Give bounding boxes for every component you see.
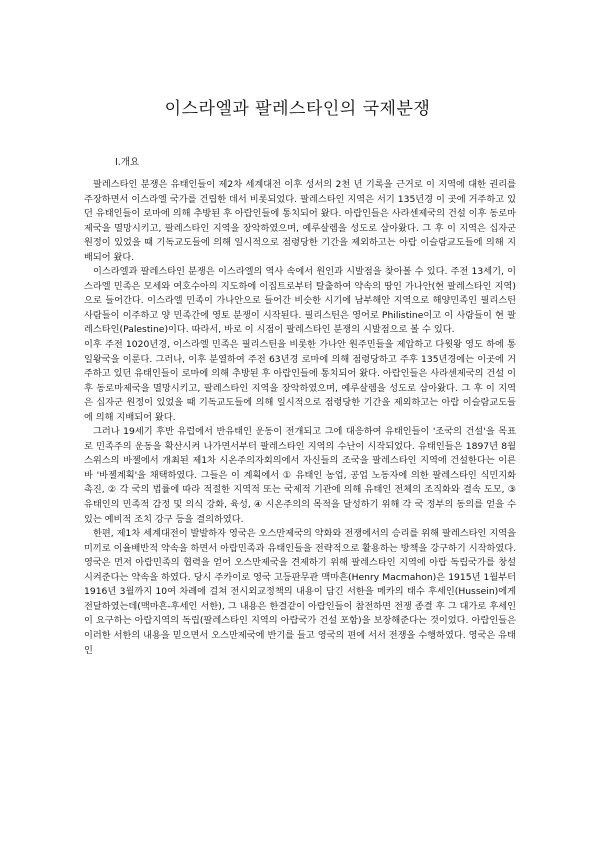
paragraph: 그러나 19세기 후반 유럽에서 반유태인 운동이 전개되고 그에 대응하여 유태인들이 '조국의 건설'을 목표로 민족주의 운동을 확산시켜 나가면서부터 팔레스타인 지역의 수난이 시작되었다. 유태인들은 1897년 8월 스위스의 바젤에서 개최된 제1차 시온주의자회의에서 자신들의 조국을 팔레스타인 지역에 건설한다는 이른바 '바젤계획'을 채택하였다. 그들은 이 계획에서 ① 유태인 농업, 공업 노동자에 의한 팔레스타인 식민지화 촉진, ② 각 국의 법률에 따라 적절한 지역적 또는 국제적 기관에 의해 유태인 전체의 조직화와 결속 도모, ③ 유태인의 민족적 감정 및 의식 강화, 육성, ④ 시온주의의 목적을 달성하기 위해 각 국 정부의 동의를 얻을 수 있는 예비적 조치 강구 등을 결의하였다. [84, 426, 516, 525]
section-heading: Ⅰ.개요 [115, 157, 140, 168]
paragraph: 한편, 제1차 세계대전이 발발하자 영국은 오스만제국의 약화와 전쟁에서의 승리를 위해 팔레스타인 지역을 미끼로 이율배반적 약속을 하면서 아랍민족과 유태인들을 전략적으로 활용하는 방책을 강구하기 시작하였다. 영국은 먼저 아랍민족의 협력을 얻어 오스만제국을 견제하기 위해 팔레스타인 지역에 아랍 독립국가를 창설시켜준다는 약속을 하였다. 당시 주카이로 영국 고등판무관 맥마흔(Henry Macmahon)은 1915년 1월부터 1916년 3월까지 10여 차례에 걸쳐 전시외교정책의 내용이 담긴 서한을 메카의 태수 후세인(Hussein)에게 전달하였는데(맥마흔-후세인 서한), 그 내용은 한결같이 아랍인들이 참전하면 전쟁 종결 후 그 대가로 후세인이 요구하는 아랍지역의 독립(팔레스타인 지역의 아랍국가 건설 포함)을 보장해준다는 것이었다. 아랍인들은 이러한 서한의 내용을 믿으면서 오스만제국에 반기를 들고 영국의 편에 서서 전쟁을 수행하였다. 영국은 유태인 [84, 528, 516, 656]
document-title: 이스라엘과 팔레스타인의 국제분쟁 [164, 99, 431, 119]
paragraph: 이스라엘과 팔레스타인 분쟁은 이스라엘의 역사 속에서 원인과 시발점을 찾아볼 수 있다. 주전 13세기, 이스라엘 민족은 모세와 여호수아의 지도하에 이집트로부터 탈출하여 약속의 땅인 가나안(현 팔레스타인 지역)으로 들어간다. 이스라엘 민족이 가나안으로 들어간 비슷한 시기에 남부해안 지역으로 해양민족인 필리스틴 사람들이 이주하고 양 민족간에 영토 분쟁이 시작된다. 필리스틴은 영어로 Philistine이고 이 사람들이 현 팔레스타인(Palestine)이다. 따라서, 바로 이 시점이 팔레스타인 분쟁의 시발점으로 볼 수 있다. [84, 266, 516, 336]
paragraph: 이후 주전 1020년경, 이스라엘 민족은 필리스틴을 비롯한 가나안 원주민들을 제압하고 다윗왕 영도 하에 통일왕국을 이룬다. 그러나, 이후 분열하여 주전 63년경 로마에 의해 점령당하고 주후 135년경에는 이곳에 거주하고 있던 유태인들이 로마에 의해 추방된 후 아랍인들에 통치되어 왔다. 아랍인들은 사라센제국의 건설 이후 동로마제국을 멸망시키고, 팔레스타인 지역을 장악하였으며, 예루살렘을 성도로 삼아왔다. 그 후 이 지역은 십자군 원정이 있었을 때 기독교도들에 의해 일시적으로 점령당한 기간을 제외하고는 아랍 이슬람교도들에 의해 지배되어 왔다. [84, 339, 516, 423]
document-body [84, 178, 516, 658]
paragraph: 팔레스타인 분쟁은 유태인들이 제2차 세계대전 이후 성서의 2천 년 기록을 근거로 이 지역에 대한 권리를 주장하면서 이스라엘 국가를 건립한 데서 비롯되었다. 팔레스타인 지역은 서기 135년경 이 곳에 거주하고 있던 유태인들이 로마에 의해 추방된 후 아랍인들에 통치되어 왔다. 아랍인들은 사라센제국의 건설 이후 동로마제국을 멸망시키고, 팔레스타인 지역을 장악하였으며, 예루살렘을 성도로 삼아왔다. 그 후 이 지역은 십자군 원정이 있었을 때 기독교도들에 의해 일시적으로 점령당한 기간을 제외하고는 아랍 이슬람교도들에 의해 지배되어 왔다. [84, 179, 516, 263]
